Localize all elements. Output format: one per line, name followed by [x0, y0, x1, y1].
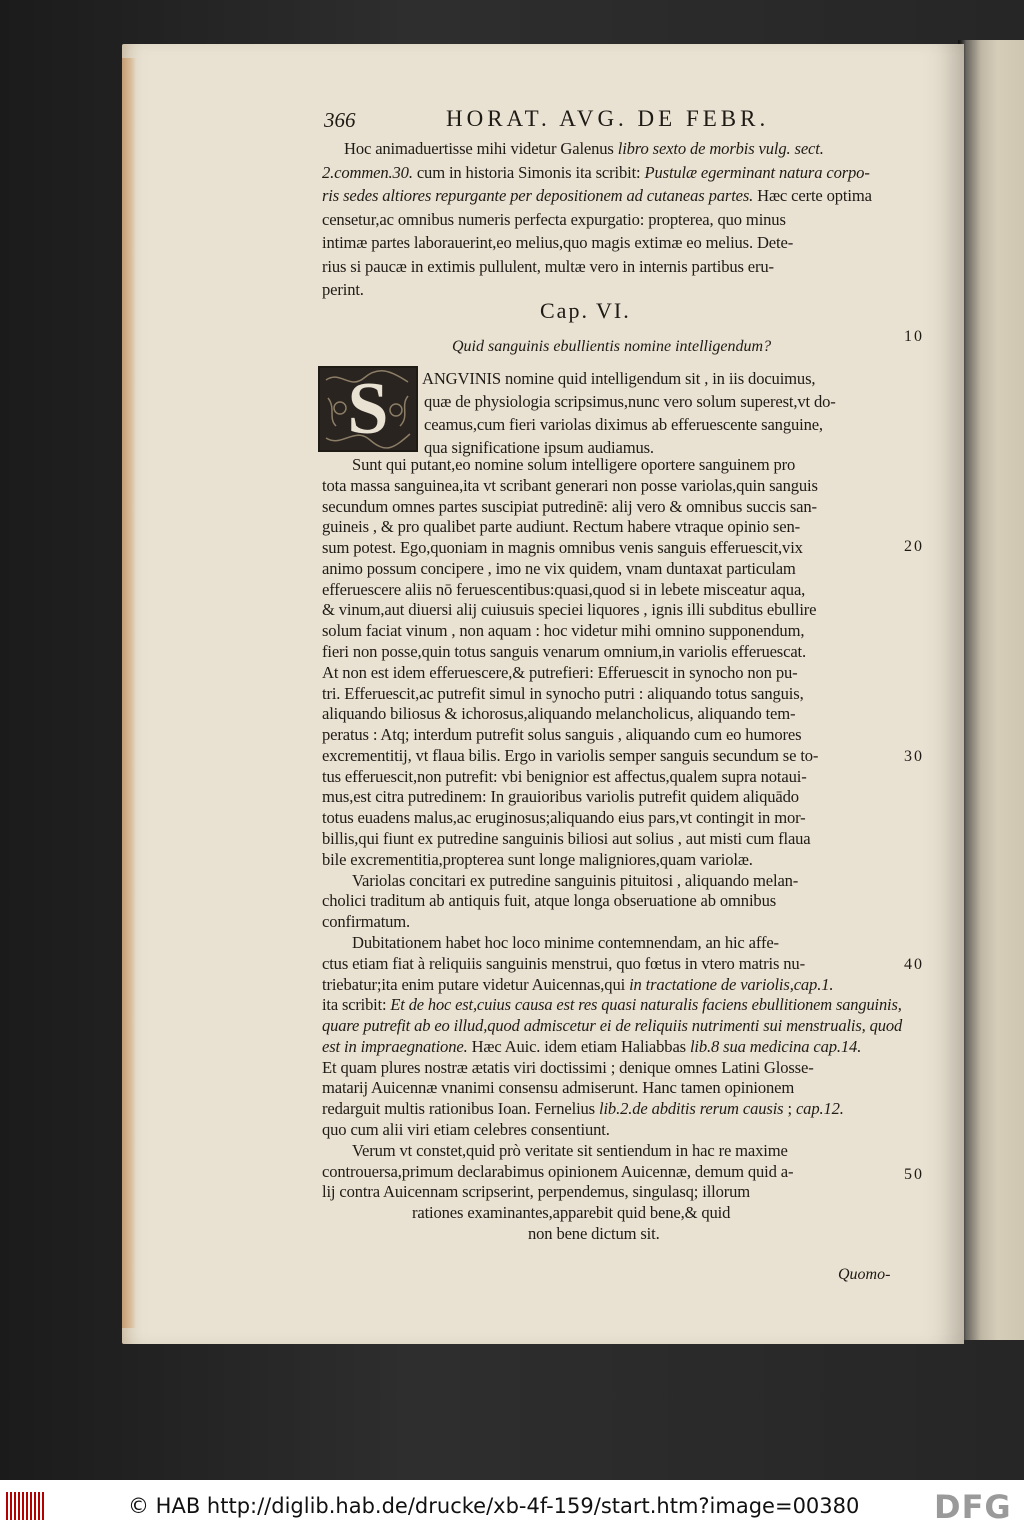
margin-number: 40 — [904, 956, 924, 973]
text-line — [322, 232, 793, 253]
text-run: est in impraegnatione. — [322, 1036, 468, 1056]
text-line — [322, 185, 872, 206]
text-run: 2.commen.30. — [322, 162, 413, 182]
text-run: peratus : Atq; interdum putrefit solus sanguis , aliquando cum eo humores — [322, 725, 802, 745]
text-run: ANGVINIS nomine quid intelligendum sit , in iis docuimus, — [422, 369, 816, 388]
text-line — [322, 1161, 793, 1182]
text-line — [322, 911, 410, 932]
text-run: cum in historia Simonis ita scribit: — [412, 162, 645, 182]
text-line — [322, 683, 804, 704]
text-run: mus,est citra putredinem: In grauioribus variolis putrefit quidem aliquādo — [322, 787, 799, 807]
text-line — [352, 932, 779, 953]
text-line — [352, 1140, 788, 1161]
barcode-icon — [6, 1492, 46, 1520]
text-line — [322, 1057, 814, 1078]
dfg-logo: DFG — [934, 1488, 1012, 1526]
text-run: ; — [783, 1099, 796, 1119]
margin-number: 50 — [904, 1166, 924, 1183]
text-run: tri. Efferuescit,ac putrefit simul in synocho putri : aliquando totus sanguis, — [322, 683, 804, 703]
text-run: animo possum concipere , imo ne vix quidem, vnam duntaxat particulam — [322, 558, 796, 578]
text-run: solum faciat vinum , non aquam : hoc videtur mihi omnino supponendum, — [322, 621, 805, 641]
text-line — [322, 599, 816, 620]
text-line — [322, 703, 795, 724]
text-run: qua significatione ipsum audiamus. — [424, 438, 654, 457]
text-run: cap.12. — [795, 1099, 844, 1119]
text-line — [344, 138, 824, 159]
text-line — [322, 828, 811, 849]
text-line — [322, 662, 798, 683]
text-line — [352, 870, 798, 891]
text-run: quo cum alii viri etiam celebres consentiunt. — [322, 1119, 610, 1139]
running-head-title: HORAT. AVG. DE FEBR. — [446, 106, 770, 131]
text-line — [322, 1036, 861, 1057]
running-head — [324, 108, 924, 140]
text-run: aliquando biliosus & ichorosus,aliquando melancholicus, aliquando tem- — [322, 704, 796, 724]
text-line — [322, 849, 753, 870]
text-run: lib.8 sua medicina cap.14. — [689, 1036, 862, 1056]
text-run: Verum vt constet,quid prò veritate sit sentiendum in hac re maxime — [352, 1140, 788, 1160]
text-line — [412, 1202, 730, 1223]
text-run: ita scribit: — [322, 995, 391, 1015]
text-run: guineis , & pro qualibet parte audiunt. Rectum habere vtraque opinio sen- — [322, 517, 800, 537]
text-run: libro sexto de morbis vulg. sect. — [617, 139, 824, 158]
text-run: Dubitationem habet hoc loco minime contemnendam, an hic affe- — [352, 932, 779, 952]
text-line — [322, 745, 818, 766]
text-run: totus euadens malus,ac eruginosus;aliquando eius pars,vt contingit in mor- — [322, 808, 806, 828]
decorated-initial — [318, 366, 418, 452]
text-run: lib.2.de abditis rerum causis — [599, 1099, 784, 1119]
text-run: non bene dictum sit. — [528, 1223, 660, 1243]
text-line — [424, 414, 823, 435]
text-run: rius si paucæ in extimis pullulent, multæ vero in internis partibus eru- — [322, 256, 774, 276]
text-line — [352, 454, 795, 475]
text-line — [322, 496, 817, 517]
text-line — [322, 1077, 794, 1098]
text-line — [322, 558, 796, 579]
text-run: in tractatione de variolis,cap.1. — [629, 974, 834, 994]
text-line — [422, 368, 815, 389]
text-run: efferuescere aliis nō feruescentibus:quasi,quod si in lebete misceatur aqua, — [322, 579, 806, 599]
text-run: censetur,ac omnibus numeris perfecta expurgatio: propterea, quo minus — [322, 209, 786, 229]
text-run: Hæc Auic. idem etiam Haliabbas — [467, 1036, 690, 1056]
text-line — [322, 279, 364, 300]
text-line — [322, 724, 801, 745]
text-run: ris sedes altiores repurgante per depositionem ad cutaneas partes. — [322, 186, 754, 205]
text-run: quæ de physiologia scripsimus,nunc vero solum superest,vt do- — [424, 392, 836, 411]
text-line — [322, 974, 833, 995]
text-line — [322, 890, 776, 911]
text-run: tus efferuescit,non putrefit: vbi benignior est affectus,qualem supra notaui- — [322, 766, 807, 786]
text-run: billis,qui fiunt ex putredine sanguinis biliosi aut solius , aut misti cum flaua — [322, 829, 811, 849]
footer-bar — [0, 1480, 1024, 1527]
text-line — [322, 209, 786, 230]
text-line — [322, 1119, 610, 1140]
footer-credit: © HAB http://diglib.hab.de/drucke/xb-4f-159/start.htm?image=00380 — [128, 1494, 860, 1518]
text-run: tota massa sanguinea,ita vt scribant generari non posse variolas,quin sanguis — [322, 475, 818, 495]
text-run: lij contra Auicennam scripserint, perpendemus, singulasq; illorum — [322, 1182, 751, 1202]
text-run: quare putrefit ab eo illud,quod admiscetur ei de reliquiis nutrimenti sui menstrualis, quod — [322, 1016, 903, 1036]
text-run: confirmatum. — [322, 912, 411, 932]
text-run: secundum omnes partes suscipiat putredinē: alij vero & omnibus succis san- — [322, 496, 817, 516]
text-run: rationes examinantes,apparebit quid bene,& quid — [412, 1203, 731, 1223]
text-line — [322, 620, 804, 641]
text-line — [322, 953, 805, 974]
text-run: sum potest. Ego,quoniam in magnis omnibus venis sanguis efferuescit,vix — [322, 538, 803, 558]
text-line — [322, 1181, 750, 1202]
text-run: Variolas concitari ex putredine sanguinis pituitosi , aliquando melan- — [352, 870, 799, 890]
page-number: 366 — [324, 108, 356, 132]
catchword: Quomo- — [838, 1266, 891, 1283]
text-run: bile excrementitia,propterea sunt longe maligniores,quam variolæ. — [322, 849, 753, 869]
text-line — [322, 579, 805, 600]
text-line — [424, 391, 836, 412]
text-line — [322, 786, 799, 807]
text-line — [322, 766, 807, 787]
text-line — [322, 475, 818, 496]
text-run: ceamus,cum fieri variolas diximus ab efferuescente sanguine, — [424, 415, 823, 434]
text-run: Sunt qui putant,eo nomine solum intelligere oportere sanguinem pro — [352, 455, 796, 474]
text-run: cholici traditum ab antiquis fuit, atque longa obseruatione ab omnibus — [322, 891, 777, 911]
text-line — [322, 994, 902, 1015]
text-line — [322, 807, 806, 828]
text-run: redarguit multis rationibus Ioan. Fernelius — [322, 1099, 599, 1119]
text-run: excrementitij, vt flaua bilis. Ergo in variolis semper sanguis secundum se to- — [322, 745, 819, 765]
margin-number: 10 — [904, 328, 924, 345]
chapter-heading: Cap. VI. — [540, 298, 631, 323]
text-line — [322, 1098, 844, 1119]
text-run: ctus etiam fiat à reliquiis sanguinis menstrui, quo fœtus in vtero matris nu- — [322, 953, 805, 973]
text-line — [322, 162, 870, 183]
text-line — [322, 641, 806, 662]
text-run: controuersa,primum declarabimus opinionem Auicennæ, demum quid a- — [322, 1161, 794, 1181]
text-line — [322, 1015, 902, 1036]
text-run: Hoc animaduertisse mihi videtur Galenus — [344, 139, 618, 158]
text-line — [322, 537, 803, 558]
margin-number: 30 — [904, 748, 924, 765]
text-run: fieri non posse,quin totus sanguis venarum omnium,in variolis efferuescat. — [322, 642, 807, 662]
margin-number: 20 — [904, 538, 924, 555]
chapter-subtitle: Quid sanguinis ebullientis nomine intelligendum? — [452, 338, 772, 355]
text-run: Et quam plures nostræ ætatis viri doctissimi ; denique omnes Latini Glosse- — [322, 1057, 814, 1077]
text-run: Et de hoc est,cuius causa est res quasi naturalis faciens ebullitionem sanguinis, — [390, 995, 902, 1015]
text-run: Hæc certe optima — [753, 186, 872, 205]
text-run: triebatur;ita enim putare videtur Auicennas,qui — [322, 974, 630, 994]
initial-letter: S — [347, 368, 389, 450]
text-run: perint. — [322, 280, 364, 299]
text-run: At non est idem efferuescere,& putrefieri: Efferuescit in synocho non pu- — [322, 662, 798, 682]
text-run: intimæ partes laborauerint,eo melius,quo magis extimæ eo melius. Dete- — [322, 233, 794, 252]
text-line — [528, 1223, 660, 1244]
text-run: matarij Auicennæ vnanimi consensu admiserunt. Hanc tamen opinionem — [322, 1078, 795, 1098]
text-run: & vinum,aut diuersi alij cuiusuis speciei liquores , ignis illi subditus ebullire — [322, 600, 817, 620]
page-edge-stain — [122, 58, 136, 1328]
facing-page-edge — [958, 40, 1024, 1340]
text-line — [322, 516, 800, 537]
text-line — [322, 256, 774, 277]
text-run: Pustulæ egerminant natura corpo- — [644, 162, 870, 182]
